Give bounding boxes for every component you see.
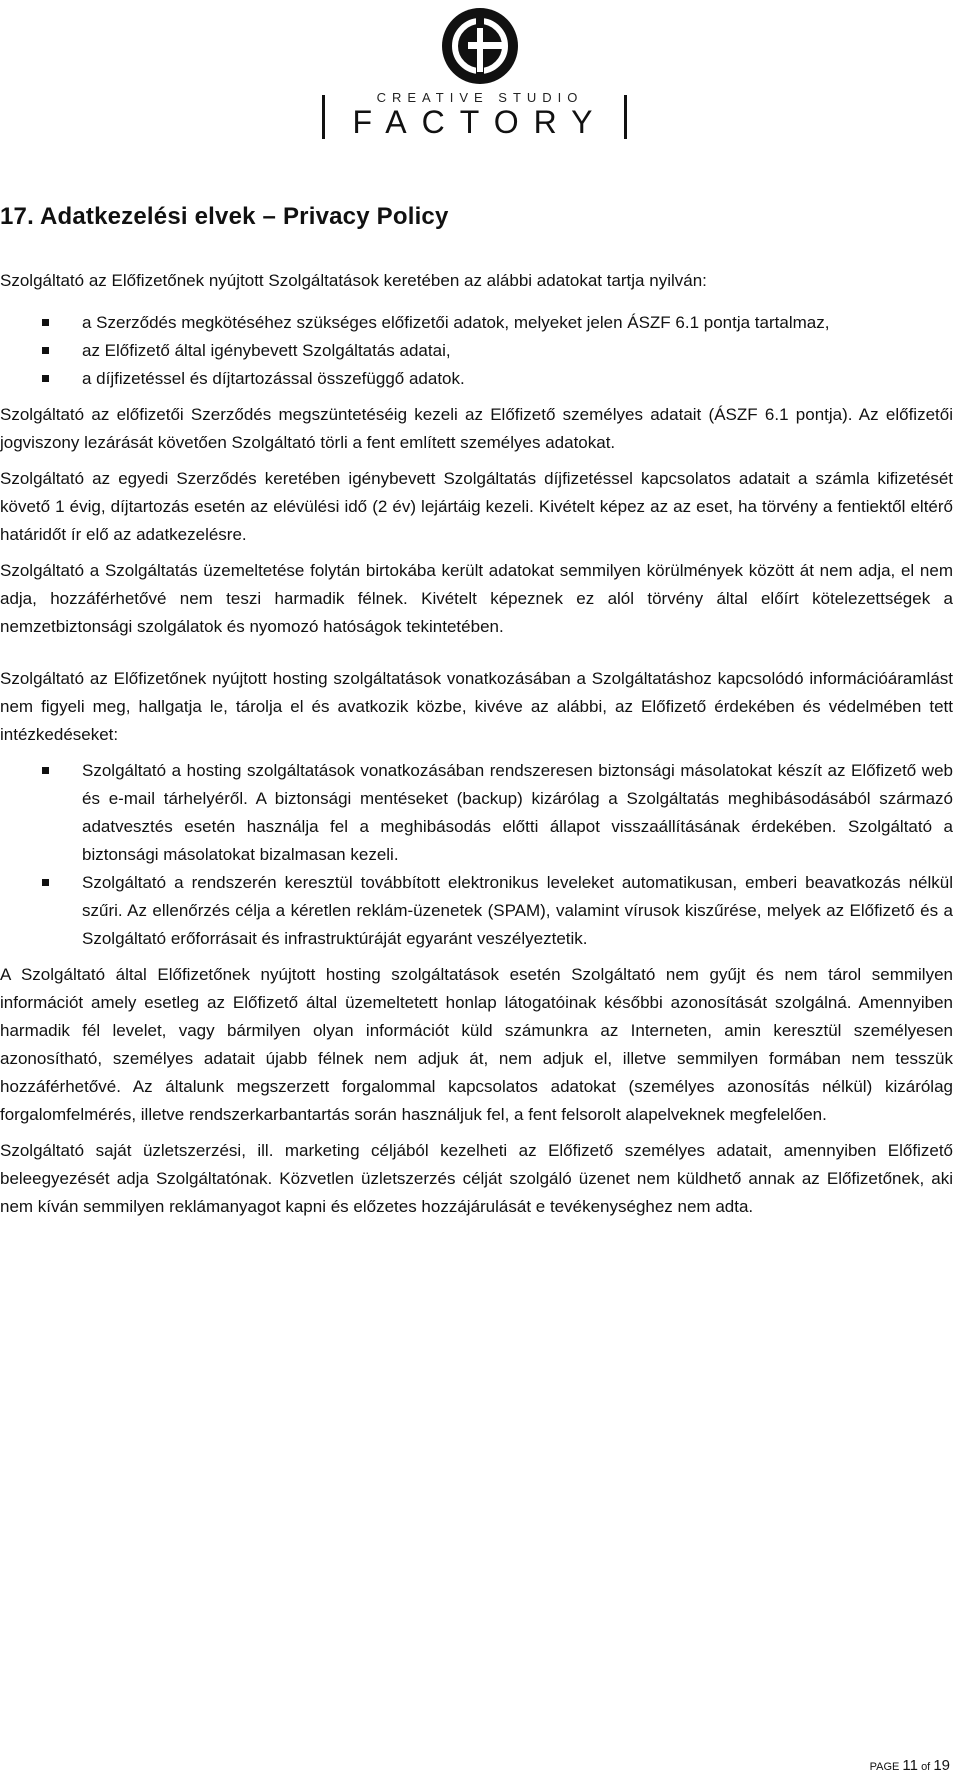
logo-subtitle: CREATIVE STUDIO	[376, 90, 584, 105]
paragraph-termination: Szolgáltató az előfizetői Szerződés megszüntetéséig kezeli az Előfizető személyes adatait (ÁSZF 6.1 pontja). Az előfizetői jogviszony lezárását követően Szolgáltató törli a fent említett személyes adatokat.	[0, 405, 953, 452]
page-footer	[870, 1757, 950, 1774]
document-body	[0, 203, 953, 1221]
bullet-icon	[42, 347, 49, 354]
list-item: az Előfizető által igénybevett Szolgáltatás adatai,	[0, 337, 953, 365]
logo-right-bar	[624, 95, 627, 139]
page-header	[0, 0, 960, 150]
page-number: 11	[902, 1757, 918, 1774]
paragraph-visitor-data: A Szolgáltató által Előfizetőnek nyújtott hosting szolgáltatások esetén Szolgáltató nem gyűjt és nem tárol semmilyen információt amely esetleg az Előfizető által üzemeltetett honlap látogatóinak későbbi azonosítását szolgálná. Amennyiben harmadik fél levelet, vagy bármilyen olyan információt küld számunkra az Interneten, amin keresztül személyesen azonosítható, személyes adatait újabb félnek nem adjuk át, nem adjuk el, illetve semmilyen formában nem tesszük hozzáférhetővé. Az általunk megszerzett forgalommal kapcsolatos adatokat (személyes azonosítás nélkül) kizárólag forgalomfelmérés, illetve rendszerkarbantartás során használjuk fel, a fent felsorolt alapelveknek megfelelően.	[0, 965, 953, 1124]
bullet-icon	[42, 319, 49, 326]
intro-paragraph: Szolgáltató az Előfizetőnek nyújtott Szolgáltatások keretében az alábbi adatokat tartja nyilván:	[0, 271, 707, 290]
logo-title: FACTORY	[352, 104, 608, 140]
list-item: Szolgáltató a rendszerén keresztül továbbított elektronikus leveleket automatikusan, emberi beavatkozás nélkül szűri. Az ellenőrzés célja a kéretlen reklám-üzenetek (SPAM), valamint vírusok kiszűrése, melyek az Előfizető és a Szolgáltató erőforrásait és infrastruktúráját egyaránt veszélyeztetik.	[0, 869, 953, 953]
list-item: a díjfizetéssel és díjtartozással összefüggő adatok.	[0, 365, 953, 393]
of-label: of	[921, 1761, 931, 1773]
section-heading: 17. Adatkezelési elvek – Privacy Policy	[0, 203, 449, 230]
hosting-measures-list	[0, 757, 953, 953]
paragraph-hosting-monitoring: Szolgáltató az Előfizetőnek nyújtott hosting szolgáltatások vonatkozásában a Szolgáltatáshoz kapcsolódó információáramlást nem figyeli meg, hallgatja le, tárolja el és avatkozik közbe, kivéve az alábbi, az Előfizető érdekében és védelmében tett intézkedéseket:	[0, 669, 953, 744]
data-records-list	[0, 309, 953, 393]
page-label: PAGE	[869, 1761, 900, 1773]
bullet-icon	[42, 767, 49, 774]
list-item: a Szerződés megkötéséhez szükséges előfizetői adatok, melyeket jelen ÁSZF 6.1 pontja tartalmaz,	[0, 309, 953, 337]
paragraph-billing-data: Szolgáltató az egyedi Szerződés keretében igénybevett Szolgáltatás díjfizetéssel kapcsolatos adatait a számla kifizetését követő 1 évig, díjtartozás esetén az elévülési idő (2 év) lejártáig kezeli. Kivételt képez az az eset, ha törvény a fentiektől eltérő határidőt ír elő az adatkezelésre.	[0, 469, 953, 544]
paragraph-third-party: Szolgáltató a Szolgáltatás üzemeltetése folytán birtokába került adatokat semmilyen körülmények között át nem adja, el nem adja, hozzáférhetővé nem teszi harmadik félnek. Kivételt képeznek ez alól törvény által előírt kötelezettségek a nemzetbiztonsági szolgálatok és nyomozó hatóságok tekintetében.	[0, 561, 953, 636]
page-total: 19	[933, 1757, 950, 1774]
paragraph-marketing: Szolgáltató saját üzletszerzési, ill. marketing céljából kezelheti az Előfizető személyes adatait, amennyiben Előfizető beleegyezését adja Szolgáltatónak. Közvetlen üzletszerzés célját szolgáló üzenet nem küldhető annak az Előfizetőnek, aki nem kíván semmilyen reklámanyagot kapni és előzetes hozzájárulását e tevékenységhez nem adta.	[0, 1141, 953, 1216]
list-item: Szolgáltató a hosting szolgáltatások vonatkozásában rendszeresen biztonsági másolatokat készít az Előfizető web és e-mail tárhelyéről. A biztonsági mentéseket (backup) kizárólag a Szolgáltatás meghibásodásából származó adatvesztés esetén használja fel a meghibásodás előtti állapot visszaállításának érdekében. Szolgáltató a biztonsági másolatokat bizalmasan kezeli.	[0, 757, 953, 869]
bullet-icon	[42, 879, 49, 886]
bullet-icon	[42, 375, 49, 382]
factory-logo-icon	[440, 6, 520, 86]
